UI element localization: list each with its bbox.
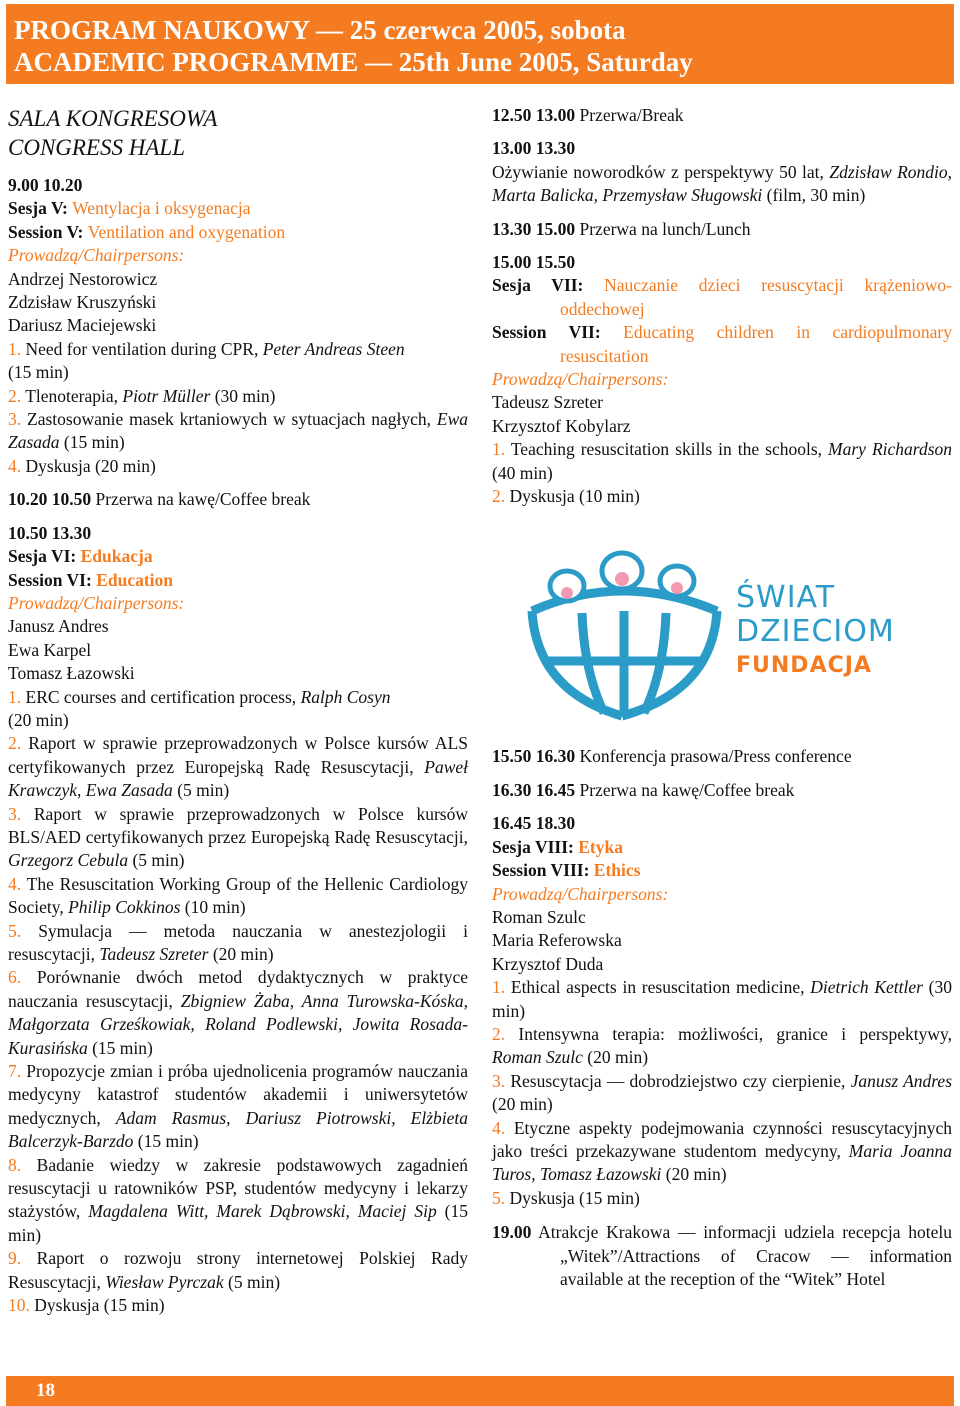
hall-name-pl: SALA KONGRESOWA xyxy=(8,106,218,131)
chairpersons-label: Prowadzą/Chairpersons: xyxy=(492,369,669,390)
chairpersons-label: Prowadzą/Chairpersons: xyxy=(8,592,185,613)
header-band xyxy=(6,4,954,84)
session-topic: Wentylacja i oksygenacja xyxy=(72,198,251,219)
chairperson: Andrzej Nestorowicz xyxy=(8,268,158,289)
session-prefix: Sesja V: xyxy=(8,198,68,219)
chairperson: Tadeusz Szreter xyxy=(492,392,604,413)
talk-item: 4. Etyczne aspekty podejmowania czynności resuscytacyjnych jako treści przekazywane studentom medycyny, Maria Joanna Turos, Tomasz Łazowski (20 min) xyxy=(492,1117,953,1185)
session-title-pl: Sesja VI: Edukacja xyxy=(8,546,153,567)
session-viii xyxy=(492,812,952,1210)
session-v xyxy=(8,174,468,478)
logo-word-3: FUNDACJA xyxy=(736,652,872,678)
session-vi xyxy=(8,522,468,1318)
talk-item: 3. Resuscytacja — dobrodziejstwo czy cierpienie, Janusz Andres (20 min) xyxy=(492,1070,953,1115)
chairperson: Krzysztof Kobylarz xyxy=(492,415,631,436)
talk-item: 9. Raport o rozwoju strony internetowej Polskiej Rady Resuscytacji, Wiesław Pyrczak (5 min) xyxy=(8,1248,468,1292)
header-title-en: ACADEMIC PROGRAMME — 25th June 2005, Saturday xyxy=(14,47,693,77)
session-title-pl: Sesja VII: Nauczanie dzieci resuscytacji krążeniowo-oddechowej xyxy=(492,275,952,319)
chairperson: Dariusz Maciejewski xyxy=(8,315,157,336)
chairpersons-label: Prowadzą/Chairpersons: xyxy=(492,883,669,904)
talk-item: 2. Dyskusja (10 min) xyxy=(492,486,640,507)
session-title-pl xyxy=(8,197,468,220)
talk-item: 10. Dyskusja (15 min) xyxy=(8,1295,165,1316)
talk-item: 6. Porównanie dwóch metod dydaktycznych w praktyce nauczania resuscytacji, Zbigniew Żaba, Anna Turowska-Kóska, Małgorzata Grześkowiak, Roland Podlewski, Jowita Rosada-Kurasińska (15 min) xyxy=(8,967,469,1058)
header-title-pl: PROGRAM NAUKOWY — 25 czerwca 2005, sobota xyxy=(14,15,626,45)
talk-item: 1. ERC courses and certification process, Ralph Cosyn (20 min) xyxy=(8,686,391,730)
talk-item: 4. The Resuscitation Working Group of the Hellenic Cardiology Society, Philip Cokkinos (10 min) xyxy=(8,873,468,918)
right-column xyxy=(492,104,952,1291)
chairperson: Maria Referowska xyxy=(492,930,622,951)
film-slot: 13.00 13.30 Ożywianie noworodków z perspektywy 50 lat, Zdzisław Rondio, Marta Balicka, Przemysław Sługowski (film, 30 min) xyxy=(492,138,952,206)
talk-item: 8. Badanie wiedzy w zakresie podstawowych zagadnień resuscytacji u ratowników PSP, studentów medycyny i lekarzy stażystów, Magdalena Witt, Marek Dąbrowski, Maciej Sip (15 min) xyxy=(8,1154,469,1245)
chairperson: Zdzisław Kruszyński xyxy=(8,292,157,313)
talk-item: 2. Intensywna terapia: możliwości, granice i perspektywy, Roman Szulc (20 min) xyxy=(492,1023,952,1068)
talk-item: 7. Propozycje zmian i próba ujednolicenia programów nauczania medycyny katastrof studentów akademii i uniwersytetów medycznych, Adam Rasmus, Dariusz Piotrowski, Elżbieta Balcerzyk-Barzdo (15 min) xyxy=(8,1061,469,1152)
footer-band xyxy=(6,1376,954,1406)
chairperson: Ewa Karpel xyxy=(8,639,92,660)
talk-item: 3. Raport w sprawie przeprowadzonych w Polsce kursów BLS/AED certyfikowanych przez Europejską Radę Resuscytacji, Grzegorz Cebula (5 min) xyxy=(8,803,468,871)
talk-item: 1. Teaching resuscitation skills in the schools, Mary Richardson (40 min) xyxy=(492,439,953,483)
talk-item: 1. Need for ventilation during CPR, Peter Andreas Steen (15 min) xyxy=(8,338,405,383)
session-title-en xyxy=(8,221,468,244)
session-time: 10.50 13.30 xyxy=(8,522,92,543)
break-row: 12.50 13.00 Przerwa/Break xyxy=(492,105,684,125)
chairpersons-label: Prowadzą/Chairpersons: xyxy=(8,245,185,266)
session-title-en: Session VIII: Ethics xyxy=(492,860,641,881)
page-number: 18 xyxy=(36,1380,55,1401)
session-time: 9.00 10.20 xyxy=(8,175,83,195)
session-prefix: Session V: xyxy=(8,221,84,242)
session-vii xyxy=(492,251,952,508)
talk-item: 3. Zastosowanie masek krtaniowych w sytuacjach nagłych, Ewa Zasada (15 min) xyxy=(8,409,469,453)
session-time: 16.45 18.30 xyxy=(492,813,576,834)
chairperson: Janusz Andres xyxy=(8,616,109,637)
hall-name-en: CONGRESS HALL xyxy=(8,135,185,160)
talk-item: 4. Dyskusja (20 min) xyxy=(8,455,156,476)
lunch-row: 13.30 15.00 Przerwa na lunch/Lunch xyxy=(492,218,751,239)
chairperson: Krzysztof Duda xyxy=(492,953,604,974)
talk-item: 5. Symulacja — metoda nauczania w anestezjologii i resuscytacji, Tadeusz Szreter (20 min) xyxy=(8,920,469,964)
evening-info: 19.00 Atrakcje Krakowa — informacji udziela recepcja hotelu „Witek”/Attractions of Cracow — information available at the reception of the “Witek” Hotel xyxy=(492,1222,952,1290)
coffee-break: 16.30 16.45 Przerwa na kawę/Coffee break xyxy=(492,779,795,800)
hall-heading xyxy=(8,104,468,162)
session-time: 15.00 15.50 xyxy=(492,252,576,273)
left-column xyxy=(8,104,468,1318)
talk-item: 1. Ethical aspects in resuscitation medicine, Dietrich Kettler (30 min) xyxy=(492,977,953,1021)
coffee-break: 10.20 10.50 Przerwa na kawę/Coffee break xyxy=(8,489,311,510)
session-title-en: Session VII: Educating children in cardiopulmonary resuscitation xyxy=(492,322,952,366)
session-topic: Ventilation and oxygenation xyxy=(87,221,286,242)
session-title-en: Session VI: Education xyxy=(8,569,174,590)
logo-word-2: DZIECIOM xyxy=(736,613,895,649)
press-conference: 15.50 16.30 Konferencja prasowa/Press conference xyxy=(492,745,852,766)
chairperson: Tomasz Łazowski xyxy=(8,663,135,684)
talk-item: 2. Raport w sprawie przeprowadzonych w Polsce kursów ALS certyfikowanych przez Europejską Radę Resuscytacji, Paweł Krawczyk, Ewa Zasada (5 min) xyxy=(8,733,468,801)
foundation-logo xyxy=(492,531,952,731)
talk-item: 2. Tlenoterapia, Piotr Müller (30 min) xyxy=(8,385,276,406)
logo-word-1: ŚWIAT xyxy=(736,579,836,615)
session-title-pl: Sesja VIII: Etyka xyxy=(492,836,623,857)
chairperson: Roman Szulc xyxy=(492,906,586,927)
talk-item: 5. Dyskusja (15 min) xyxy=(492,1187,640,1208)
